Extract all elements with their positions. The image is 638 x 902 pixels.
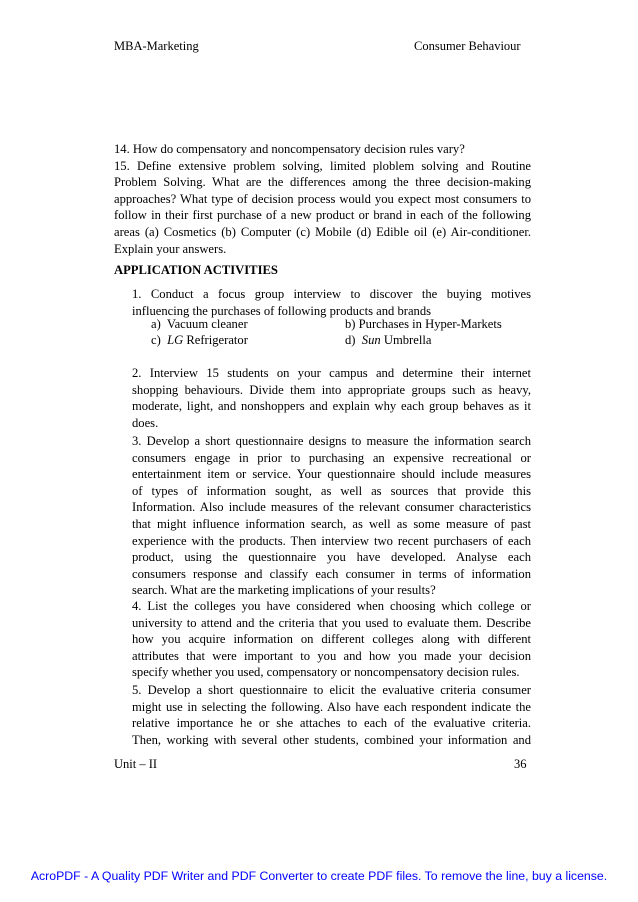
activity-2-line: moderate, light, and nonshoppers and explain why each group behaves as it: [132, 399, 531, 414]
option-c-brand: LG: [167, 333, 184, 347]
option-d-brand: Sun: [361, 333, 381, 347]
activity-5-line: Then, working with several other students, combined your information and: [132, 732, 531, 747]
option-d-text: Umbrella: [383, 333, 432, 347]
activity-3-line: of types of information sought, as well as sources that provide this: [132, 483, 531, 498]
option-c-text: Refrigerator: [186, 333, 248, 347]
activity-5-line: 5. Develop a short questionnaire to elicit the evaluative criteria consumer: [132, 683, 531, 697]
activity-3-line: 3. Develop a short questionnaire designs to measure the information search: [132, 434, 531, 448]
option-a-prefix: a): [151, 317, 161, 331]
footer-page-number: 36: [514, 757, 527, 771]
activity-2-line: shopping behaviours. Divide them into appropriate groups such as heavy,: [132, 382, 531, 397]
option-d-prefix: d): [345, 333, 356, 347]
activity-1-line: 1. Conduct a focus group interview to discover the buying motives: [132, 287, 531, 301]
question-15-line: Problem Solving. What are the differences among the three decision-making: [114, 175, 531, 190]
activity-3-line: that might influence information search, as well as some measure of past: [132, 516, 531, 531]
activity-3-line: consumers response and classify each consumer in terms of information: [132, 566, 531, 581]
activity-3-line: Information. Also include measures of the relevant consumer characteristics: [132, 500, 531, 515]
header-left: MBA-Marketing: [114, 39, 199, 53]
option-c: [151, 333, 248, 348]
activity-4-line: university to attend and the criteria that you used to evaluate them. Describe: [132, 615, 531, 630]
activity-3-line: search. What are the marketing implications of your results?: [132, 583, 436, 598]
acropdf-banner[interactable]: AcroPDF - A Quality PDF Writer and PDF Converter to create PDF files. To remove the line, buy a license.: [30, 869, 608, 883]
activity-5-line: might use in selecting the following. Also have each respondent indicate the: [132, 699, 531, 714]
option-b: [345, 317, 502, 332]
activity-2-line: does.: [132, 415, 159, 430]
activity-4: [132, 598, 531, 681]
activity-4-line: attributes that were important to you and how you made your decision: [132, 648, 531, 663]
activity-3-line: product, using the questionnaire you have developed. Analyse each: [132, 550, 531, 565]
question-15-line: areas (a) Cosmetics (b) Computer (c) Mobile (d) Edible oil (e) Air-conditioner.: [114, 224, 531, 239]
question-15-line: 15. Define extensive problem solving, limited ploblem solving and Routine: [114, 158, 531, 173]
header-right: Consumer Behaviour: [414, 39, 521, 53]
footer-unit: Unit – II: [114, 757, 158, 771]
option-d: [345, 333, 431, 348]
activity-4-line: how you acquire information on different colleges along with different: [132, 632, 531, 647]
option-b-prefix: b): [345, 317, 356, 331]
activity-3: [132, 433, 531, 599]
option-b-text: Purchases in Hyper-Markets: [358, 317, 502, 331]
option-c-prefix: c): [151, 333, 161, 347]
question-15: [114, 158, 531, 258]
option-a-text: Vacuum cleaner: [166, 317, 248, 331]
question-14: [114, 141, 531, 158]
activity-3-line: entertainment item or service. Your questionnaire should include measures: [132, 467, 531, 482]
section-heading: APPLICATION ACTIVITIES: [114, 263, 278, 277]
question-15-line: Explain your answers.: [114, 241, 227, 256]
activity-3-line: consumers engage in prior to purchasing an expensive recreational or: [132, 450, 531, 465]
activity-2: [132, 365, 531, 431]
activity-4-line: specify whether you used, compensatory or noncompensatory decision rules.: [132, 665, 520, 680]
question-15-line: follow in their first purchase of a new product or brand in each of the following: [114, 208, 531, 223]
activity-1-line: influencing the purchases of following products and brands: [132, 303, 432, 318]
question-15-line: approaches? What type of decision process would you expect most consumers to: [114, 191, 531, 206]
question-14-text: 14. How do compensatory and noncompensatory decision rules vary?: [114, 142, 465, 156]
option-a: [151, 317, 248, 332]
activity-1: [132, 286, 531, 319]
activity-3-line: experience with the products. Then interview two recent purchasers of each: [132, 533, 531, 548]
activity-2-line: 2. Interview 15 students on your campus and determine their internet: [132, 366, 531, 380]
activity-5: [132, 682, 531, 748]
activity-4-line: 4. List the colleges you have considered when choosing which college or: [132, 599, 531, 613]
activity-5-line: relative importance he or she attaches to each of the evaluative criteria.: [132, 716, 531, 731]
